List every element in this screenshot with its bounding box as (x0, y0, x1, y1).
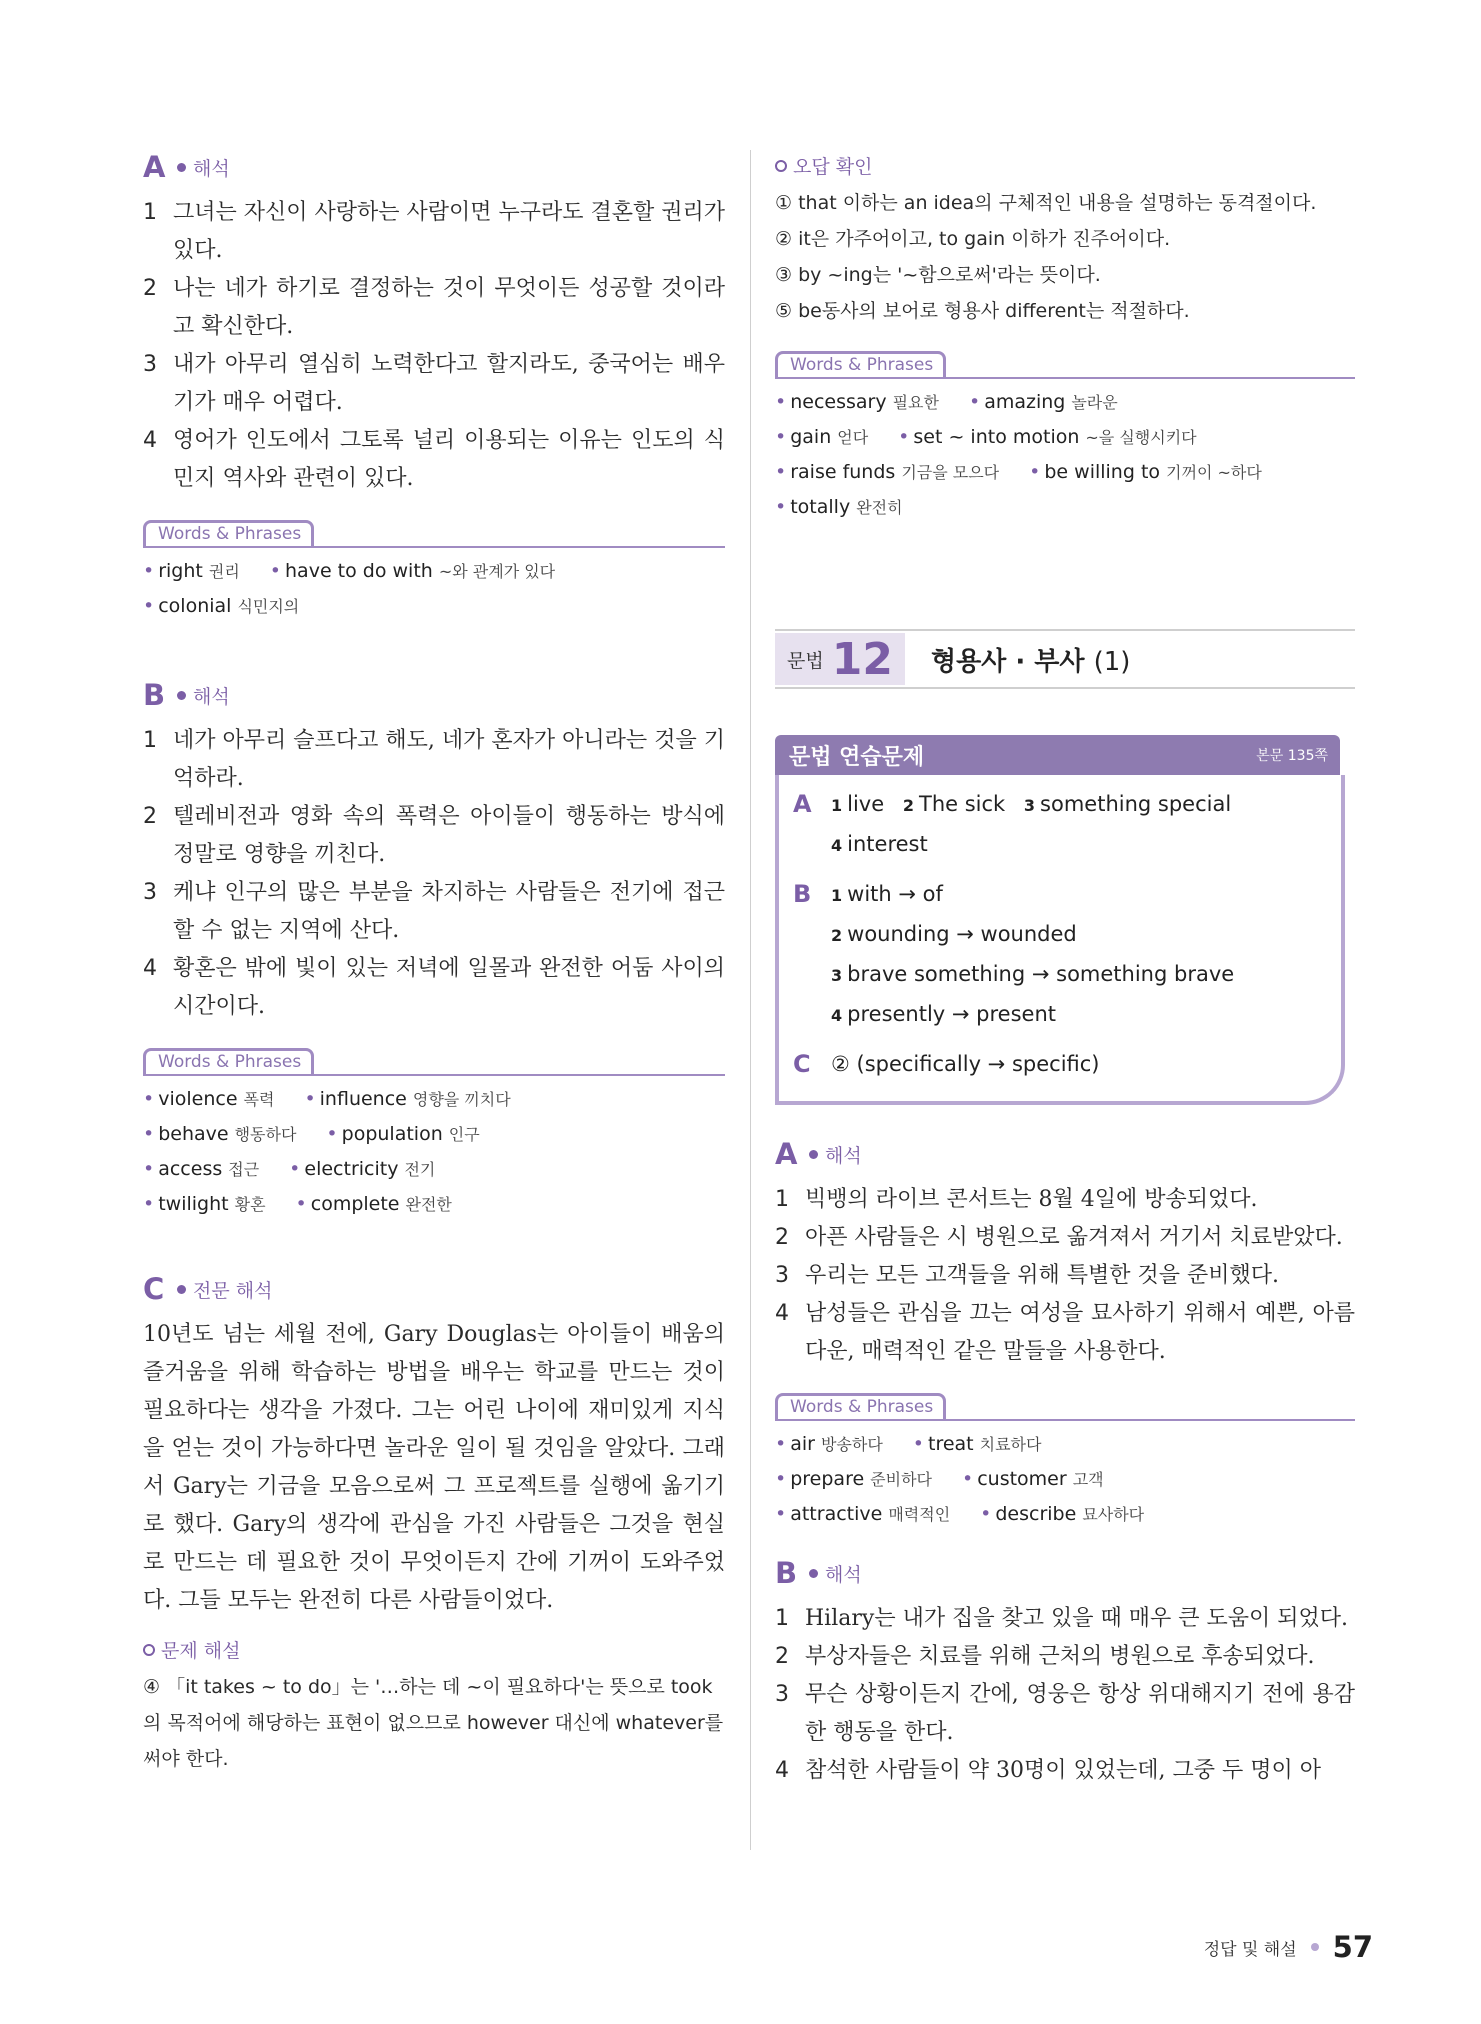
item-number: 4 (775, 1301, 789, 1326)
item-number: 1 (775, 1187, 789, 1212)
circle-bullet-icon (143, 1644, 155, 1656)
item-text: 나는 네가 하기로 결정하는 것이 무엇이든 성공할 것이라고 확신한다. (173, 276, 725, 339)
list-item (143, 194, 725, 270)
item-number: 4 (775, 1758, 789, 1783)
answer-group-a (793, 785, 1327, 865)
vocab-item: • influence 영향을 끼치다 (304, 1088, 511, 1110)
item-number: 3 (143, 880, 157, 905)
section-letter: B (143, 678, 166, 712)
item-text: 그녀는 자신이 사랑하는 사람이면 누구라도 결혼할 권리가 있다. (173, 200, 726, 263)
item-text: 네가 아무리 슬프다고 해도, 네가 혼자가 아니라는 것을 기억하라. (173, 728, 725, 791)
item-number: 3 (775, 1263, 789, 1288)
section-title: 해석 (193, 685, 230, 708)
right-column (775, 152, 1355, 1790)
bullet-dot-icon (177, 1285, 186, 1294)
translation-list (143, 722, 725, 1026)
words-phrases-box (775, 349, 1355, 525)
divider-line (775, 687, 1355, 689)
footer-label: 정답 및 해설 (1203, 1939, 1297, 1960)
vocab-item: • electricity 전기 (289, 1158, 436, 1180)
item-number: 4 (143, 428, 157, 453)
vocab-item: • population 인구 (326, 1123, 480, 1145)
answer-line: 2 wounding → wounded (831, 922, 1077, 946)
section-letter: A (775, 1137, 798, 1171)
section-header (143, 678, 725, 712)
answer-line: 1 live 2 The sick 3 something special (831, 792, 1232, 816)
list-item (775, 1219, 1355, 1257)
vocab-item: • necessary 필요한 (775, 391, 939, 413)
section-letter: C (143, 1272, 165, 1306)
item-text: 내가 아무리 열심히 노력한다고 할지라도, 중국어는 배우기가 매우 어렵다. (173, 352, 725, 415)
answer-letter: A (793, 790, 812, 818)
item-number: 2 (775, 1644, 789, 1669)
section-b-left (143, 678, 725, 1222)
vocab-item: • attractive 매력적인 (775, 1503, 951, 1525)
list-item (775, 1181, 1355, 1219)
bullet-dot-icon (177, 691, 186, 700)
list-item (775, 1676, 1355, 1752)
full-translation-paragraph: 10년도 넘는 세월 전에, Gary Douglas는 아이들이 배움의 즐거움을 위해 학습하는 방법을 배우는 학교를 만드는 것이 필요하다는 생각을 가졌다. 그는 어린 나이에 재미있게 지식을 얻는 것이 가능하다면 놀라운 일이 될 것임을 알았다. 그래서 Gary는 기금을 모음으로써 그 프로젝트를 실행에 옮기기로 했다. Gary의 생각에 관심을 가진 사람들은 그것을 현실로 만드는 데 필요한 것이 무엇이든지 간에 기꺼이 도와주었다. 그들 모두는 완전히 다른 사람들이었다. (143, 1322, 725, 1613)
translation-list (143, 194, 725, 498)
list-item (775, 1600, 1355, 1638)
section-header (775, 1137, 1355, 1171)
item-number: 2 (143, 276, 157, 301)
vocab-row (775, 420, 1355, 455)
list-item (775, 1752, 1355, 1790)
section-a-left (143, 150, 725, 624)
page-number: 57 (1332, 1930, 1373, 1964)
divider-line (775, 629, 1355, 631)
vocab-row (775, 1427, 1355, 1462)
words-phrases-box (775, 1391, 1355, 1532)
words-phrases-tab: Words & Phrases (143, 1048, 314, 1074)
item-text: 케냐 인구의 많은 부분을 차지하는 사람들은 전기에 접근할 수 없는 지역에 산다. (173, 880, 725, 943)
section-header (775, 1556, 1355, 1590)
item-text: 빅뱅의 라이브 콘서트는 8월 4일에 방송되었다. (805, 1187, 1258, 1212)
vocab-item: • be willing to 기꺼이 ~하다 (1029, 461, 1262, 483)
vocab-item: • air 방송하다 (775, 1433, 883, 1455)
vocab-item: • prepare 준비하다 (775, 1468, 932, 1490)
words-phrases-box (143, 518, 725, 624)
grammar-header (775, 633, 1355, 685)
vocab-item: • access 접근 (143, 1158, 260, 1180)
practice-header (775, 735, 1340, 775)
section-header (143, 150, 725, 184)
grammar-badge (775, 633, 905, 685)
words-phrases-tab: Words & Phrases (775, 351, 946, 377)
item-number: 4 (143, 956, 157, 981)
vocab-row (775, 455, 1355, 490)
item-text: Hilary는 내가 집을 찾고 있을 때 매우 큰 도움이 되었다. (805, 1606, 1349, 1631)
vocab-row (775, 385, 1355, 420)
answer-line: ② (specifically → specific) (831, 1052, 1100, 1076)
list-item (775, 1295, 1355, 1371)
vocab-row (143, 589, 725, 624)
item-text: 우리는 모든 고객들을 위해 특별한 것을 준비했다. (805, 1263, 1279, 1288)
page-footer (1204, 1930, 1373, 1964)
bullet-dot-icon (809, 1150, 818, 1159)
list-item (143, 270, 725, 346)
explanation-note: ④ 「it takes ~ to do」는 '…하는 데 ~이 필요하다'는 뜻으로 took의 목적어에 해당하는 표현이 없으므로 however 대신에 whatever를 써야 한다. (143, 1676, 724, 1770)
section-title: 해석 (825, 1144, 862, 1167)
section-header (143, 1272, 725, 1306)
list-item (143, 346, 725, 422)
translation-list (775, 1181, 1355, 1371)
item-number: 1 (143, 200, 157, 225)
item-text: 참석한 사람들이 약 30명이 있었는데, 그중 두 명이 아 (805, 1758, 1321, 1783)
item-text: 영어가 인도에서 그토록 널리 이용되는 이유는 인도의 식민지 역사와 관련이 있다. (173, 428, 725, 491)
grammar-title: 형용사 · 부사 (1) (930, 646, 1131, 677)
item-number: 3 (143, 352, 157, 377)
vocab-item: • gain 얻다 (775, 426, 869, 448)
section-letter: A (143, 150, 166, 184)
item-text: 아픈 사람들은 시 병원으로 옮겨져서 거기서 치료받았다. (805, 1225, 1343, 1250)
explanation-line: ⑤ be동사의 보어로 형용사 different는 적절하다. (775, 300, 1190, 322)
list-item (143, 874, 725, 950)
vocab-item: • colonial 식민지의 (143, 595, 300, 617)
item-text: 무슨 상황이든지 간에, 영웅은 항상 위대해지기 전에 용감한 행동을 한다. (805, 1682, 1355, 1745)
sub-header-title: 오답 확인 (793, 156, 873, 178)
answer-group-b (793, 875, 1327, 1035)
list-item (143, 422, 725, 498)
vocab-row (143, 1187, 725, 1222)
item-number: 2 (143, 804, 157, 829)
vocab-item: • violence 폭력 (143, 1088, 275, 1110)
left-column (143, 150, 725, 1777)
item-number: 3 (775, 1682, 789, 1707)
item-number: 2 (775, 1225, 789, 1250)
explanation-line: ② it은 가주어이고, to gain 이하가 진주어이다. (775, 228, 1171, 250)
answer-line: 4 presently → present (831, 1002, 1057, 1026)
item-number: 1 (143, 728, 157, 753)
section-a-right (775, 1137, 1355, 1532)
vocab-item: • behave 행동하다 (143, 1123, 297, 1145)
vocab-row (775, 490, 1355, 525)
vocab-row (143, 1082, 725, 1117)
wrong-answer-check (775, 152, 1355, 525)
bullet-dot-icon (809, 1569, 818, 1578)
item-number: 1 (775, 1606, 789, 1631)
answer-letter: B (793, 880, 812, 908)
page-reference: 본문 135쪽 (1256, 748, 1328, 764)
vocab-item: • twilight 황혼 (143, 1193, 266, 1215)
vocab-row (143, 554, 725, 589)
words-phrases-tab: Words & Phrases (143, 520, 314, 546)
item-text: 남성들은 관심을 끄는 여성을 묘사하기 위해서 예쁜, 아름다운, 매력적인 같은 말들을 사용한다. (805, 1301, 1355, 1364)
list-item (775, 1638, 1355, 1676)
circle-bullet-icon (775, 160, 787, 172)
section-letter: B (775, 1556, 798, 1590)
section-c-left (143, 1272, 725, 1777)
section-title: 전문 해석 (193, 1279, 273, 1302)
vocab-row (775, 1497, 1355, 1532)
words-phrases-box (143, 1046, 725, 1222)
vocab-item: • set ~ into motion ~을 실행시키다 (898, 426, 1197, 448)
sub-header-title: 문제 해설 (161, 1640, 241, 1662)
vocab-item: • totally 완전히 (775, 496, 903, 518)
vocab-row (143, 1117, 725, 1152)
answer-line: 1 with → of (831, 882, 943, 906)
sub-header (143, 1636, 725, 1663)
vocab-item: • describe 묘사하다 (980, 1503, 1145, 1525)
list-item (143, 950, 725, 1026)
vocab-item: • complete 완전한 (295, 1193, 452, 1215)
vocab-item: • raise funds 기금을 모으다 (775, 461, 1000, 483)
grammar-number: 12 (831, 633, 893, 685)
section-b-right (775, 1556, 1355, 1790)
list-item (775, 1257, 1355, 1295)
answer-letter: C (793, 1050, 811, 1078)
vocab-item: • customer 고객 (961, 1468, 1104, 1490)
explanation-line: ③ by ~ing는 '~함으로써'라는 뜻이다. (775, 264, 1101, 286)
vocab-item: • have to do with ~와 관계가 있다 (269, 560, 556, 582)
grammar-label: 문법 (787, 649, 824, 672)
item-text: 부상자들은 치료를 위해 근처의 병원으로 후송되었다. (805, 1644, 1315, 1669)
words-phrases-tab: Words & Phrases (775, 1393, 946, 1419)
translation-list (775, 1600, 1355, 1790)
list-item (143, 722, 725, 798)
item-text: 텔레비전과 영화 속의 폭력은 아이들이 행동하는 방식에 정말로 영향을 끼친다. (173, 804, 725, 867)
vocab-item: • right 권리 (143, 560, 240, 582)
answer-line: 3 brave something → something brave (831, 962, 1235, 986)
practice-answer-box (775, 735, 1345, 1105)
item-text: 황혼은 밖에 빛이 있는 저녁에 일몰과 완전한 어둠 사이의 시간이다. (173, 956, 725, 1019)
footer-dot-icon (1311, 1943, 1319, 1951)
list-item (143, 798, 725, 874)
section-title: 해석 (193, 157, 230, 180)
column-divider (750, 150, 751, 1850)
explanation-line: ① that 이하는 an idea의 구체적인 내용을 설명하는 동격절이다. (775, 192, 1317, 214)
vocab-row (775, 1462, 1355, 1497)
section-title: 해석 (825, 1563, 862, 1586)
vocab-row (143, 1152, 725, 1187)
answer-group-c (793, 1045, 1327, 1083)
vocab-item: • treat 치료하다 (912, 1433, 1042, 1455)
vocab-item: • amazing 놀라운 (968, 391, 1118, 413)
answer-line: 4 interest (831, 832, 928, 856)
practice-title: 문법 연습문제 (789, 744, 925, 770)
bullet-dot-icon (177, 163, 186, 172)
sub-header (775, 152, 1355, 179)
